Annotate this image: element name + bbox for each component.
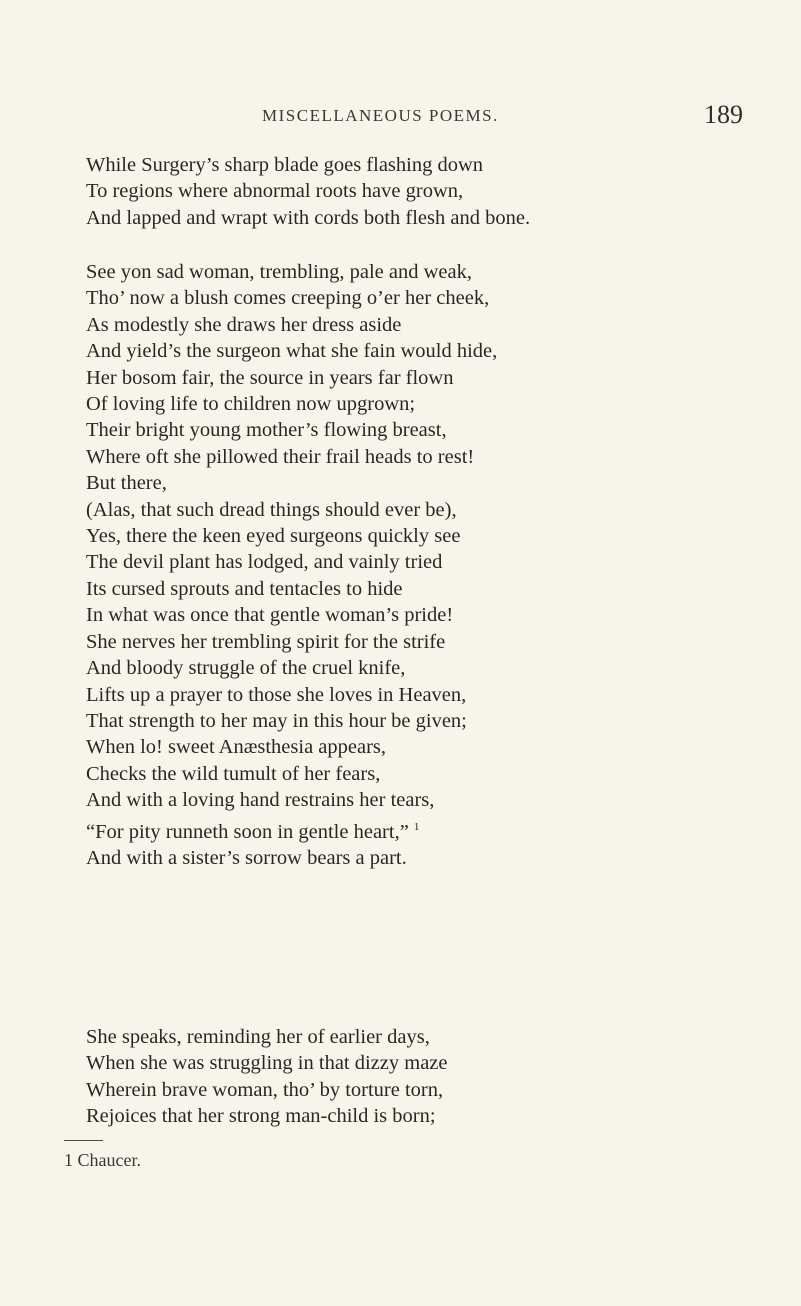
verse-line: Rejoices that her strong man-child is born; [86, 1105, 436, 1128]
verse-line: As modestly she draws her dress aside [86, 313, 402, 336]
verse-line: Wherein brave woman, tho’ by torture torn, [86, 1078, 444, 1101]
stanza-1 [86, 152, 530, 231]
verse-line: Yes, there the keen eyed surgeons quickly see [86, 525, 461, 548]
verse-line: Of loving life to children now upgrown; [86, 393, 416, 416]
verse-line: And yield’s the surgeon what she fain would hide, [86, 340, 498, 363]
verse-line: When she was struggling in that dizzy maze [86, 1052, 448, 1075]
verse-line: The devil plant has lodged, and vainly tried [86, 551, 443, 574]
verse-line: That strength to her may in this hour be given; [86, 709, 467, 732]
verse-line: (Alas, that such dread things should ever be), [86, 498, 457, 521]
verse-line: While Surgery’s sharp blade goes flashing down [86, 154, 484, 176]
page-header [0, 100, 801, 134]
stanza-3 [86, 1024, 448, 1130]
footnote-divider [64, 1140, 103, 1141]
verse-line: Checks the wild tumult of her fears, [86, 762, 381, 785]
verse-line: She nerves her trembling spirit for the strife [86, 630, 446, 653]
verse-line: Its cursed sprouts and tentacles to hide [86, 577, 403, 600]
verse-line: See yon sad woman, trembling, pale and weak, [86, 261, 472, 283]
verse-line: Their bright young mother’s flowing breast, [86, 419, 447, 442]
footnote: 1 Chaucer. [64, 1150, 141, 1170]
verse-line: Where oft she pillowed their frail heads to rest! [86, 445, 475, 468]
verse-line: Tho’ now a blush comes creeping o’er her cheek, [86, 287, 490, 310]
footnote-marker: 1 [413, 820, 420, 833]
page-number: 189 [704, 100, 743, 129]
verse-line: To regions where abnormal roots have grown, [86, 180, 464, 203]
running-head: MISCELLANEOUS POEMS. [262, 106, 499, 125]
verse-line: She speaks, reminding her of earlier days, [86, 1026, 430, 1048]
verse-line: Her bosom fair, the source in years far flown [86, 366, 454, 389]
verse-line-with-footnote [86, 814, 497, 845]
verse-line: In what was once that gentle woman’s pride! [86, 604, 454, 627]
verse-line: But there, [86, 472, 167, 495]
verse-line: When lo! sweet Anæsthesia appears, [86, 736, 387, 759]
verse-line: And with a loving hand restrains her tears, [86, 789, 435, 812]
verse-line-text: “For pity runneth soon in gentle heart,” [86, 820, 409, 843]
verse-line: And with a sister’s sorrow bears a part. [86, 846, 407, 869]
stanza-2 [86, 259, 497, 871]
verse-line: Lifts up a prayer to those she loves in Heaven, [86, 683, 467, 706]
verse-line: And bloody struggle of the cruel knife, [86, 657, 406, 680]
verse-line: And lapped and wrapt with cords both flesh and bone. [86, 206, 531, 229]
